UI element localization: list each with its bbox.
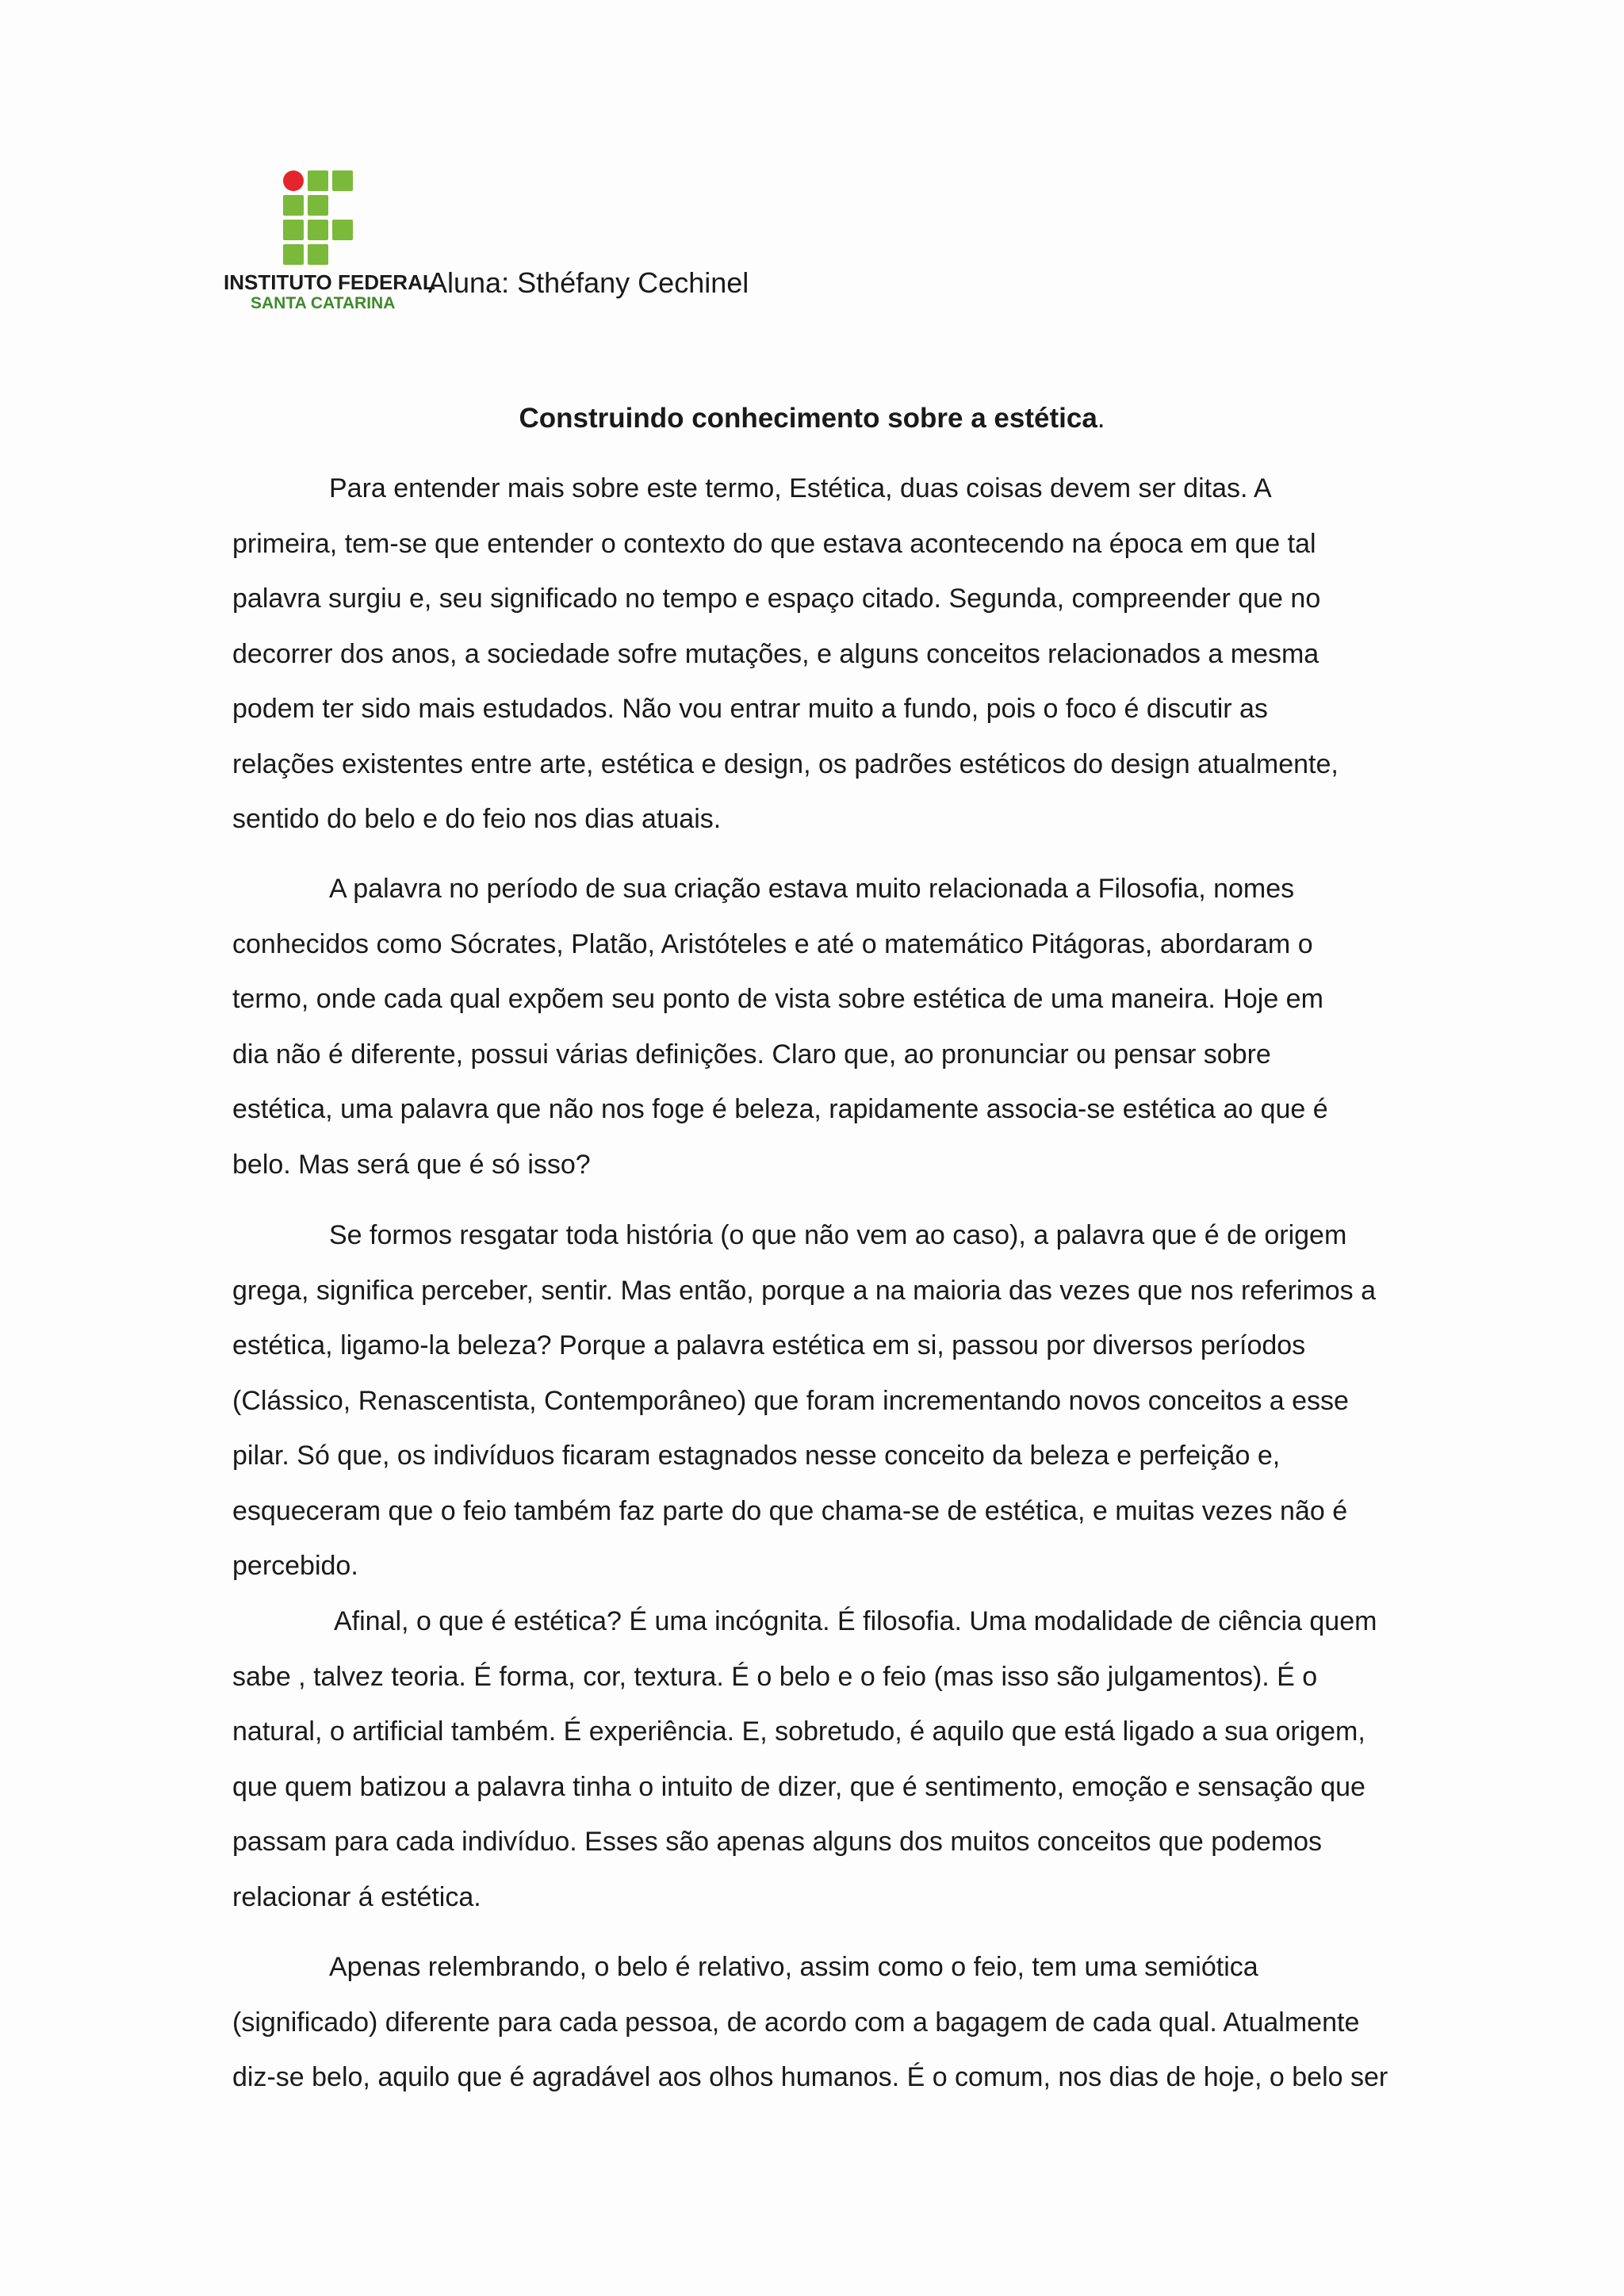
paragraph-line: estética, ligamo-la beleza? Porque a palavra estética em si, passou por diversos períodos bbox=[232, 1330, 1306, 1360]
paragraph-line: palavra surgiu e, seu significado no tempo e espaço citado. Segunda, compreender que no bbox=[232, 584, 1321, 614]
logo-text-line1: INSTITUTO FEDERAL bbox=[224, 270, 435, 294]
paragraph-line: Para entender mais sobre este termo, Estética, duas coisas devem ser ditas. A bbox=[329, 473, 1272, 503]
paragraph-line: passam para cada indivíduo. Esses são apenas alguns dos muitos conceitos que podemos bbox=[232, 1827, 1323, 1857]
paragraph-line: termo, onde cada qual expõem seu ponto de vista sobre estética de uma maneira. Hoje em bbox=[232, 984, 1323, 1014]
document-title bbox=[0, 403, 1624, 434]
paragraph-2 bbox=[232, 862, 1390, 1192]
paragraph-line: percebido. bbox=[232, 1551, 358, 1581]
title-text: Construindo conhecimento sobre a estética bbox=[519, 403, 1097, 434]
paragraph-line: natural, o artificial também. É experiência. E, sobretudo, é aquilo que está ligado a sua origem, bbox=[232, 1716, 1365, 1747]
paragraph-line: Afinal, o que é estética? É uma incógnita. É filosofia. Uma modalidade de ciência quem bbox=[334, 1606, 1377, 1636]
paragraph-line: decorrer dos anos, a sociedade sofre mutações, e alguns conceitos relacionados a mesma bbox=[232, 638, 1320, 669]
paragraph-line: (significado) diferente para cada pessoa, de acordo com a bagagem de cada qual. Atualmente bbox=[232, 2007, 1360, 2038]
paragraph-line: (Clássico, Renascentista, Contemporâneo) que foram incrementando novos conceitos a esse bbox=[232, 1385, 1349, 1416]
paragraph-line: grega, significa perceber, sentir. Mas então, porque a na maioria das vezes que nos referimos a bbox=[232, 1275, 1377, 1306]
paragraph-line: Apenas relembrando, o belo é relativo, assim como o feio, tem uma semiótica bbox=[329, 1952, 1258, 1982]
paragraph-line: conhecidos como Sócrates, Platão, Aristóteles e até o matemático Pitágoras, abordaram o bbox=[232, 928, 1313, 959]
institute-logo bbox=[224, 163, 435, 313]
paragraph-line: relações existentes entre arte, estética e design, os padrões estéticos do design atualmente, bbox=[232, 748, 1339, 779]
paragraph-line: sentido do belo e do feio nos dias atuais. bbox=[232, 804, 722, 834]
paragraph-5 bbox=[232, 1940, 1390, 2106]
paragraph-line: A palavra no período de sua criação estava muito relacionada a Filosofia, nomes bbox=[329, 874, 1295, 904]
paragraph-line: sabe , talvez teoria. É forma, cor, textura. É o belo e o feio (mas isso são julgamentos). É o bbox=[232, 1661, 1318, 1692]
paragraph-line: esqueceram que o feio também faz parte do que chama-se de estética, e muitas vezes não é bbox=[232, 1495, 1348, 1526]
paragraph-line: podem ter sido mais estudados. Não vou entrar muito a fundo, pois o foco é discutir as bbox=[232, 694, 1268, 724]
student-name: Aluna: Sthéfany Cechinel bbox=[428, 266, 749, 299]
logo-text-line2: SANTA CATARINA bbox=[251, 294, 396, 312]
paragraph-line: Se formos resgatar toda história (o que não vem ao caso), a palavra que é de origem bbox=[329, 1220, 1347, 1250]
paragraph-line: estética, uma palavra que não nos foge é beleza, rapidamente associa-se estética ao que é bbox=[232, 1094, 1328, 1124]
paragraph-line: diz-se belo, aquilo que é agradável aos olhos humanos. É o comum, nos dias de hoje, o belo ser bbox=[232, 2062, 1388, 2092]
paragraph-line: primeira, tem-se que entender o contexto do que estava acontecendo na época em que tal bbox=[232, 528, 1316, 559]
paragraph-line: dia não é diferente, possui várias definições. Claro que, ao pronunciar ou pensar sobre bbox=[232, 1039, 1271, 1070]
title-suffix: . bbox=[1097, 403, 1105, 434]
paragraph-4 bbox=[232, 1594, 1390, 1925]
paragraph-line: belo. Mas será que é só isso? bbox=[232, 1149, 591, 1180]
logo-grid-icon bbox=[283, 170, 362, 266]
paragraph-line: relacionar á estética. bbox=[232, 1881, 481, 1912]
paragraph-1 bbox=[232, 461, 1390, 848]
paragraph-3 bbox=[232, 1208, 1390, 1594]
paragraph-line: que quem batizou a palavra tinha o intuito de dizer, que é sentimento, emoção e sensação que bbox=[232, 1771, 1365, 1802]
paragraph-line: pilar. Só que, os indivíduos ficaram estagnados nesse conceito da beleza e perfeição e, bbox=[232, 1441, 1281, 1471]
